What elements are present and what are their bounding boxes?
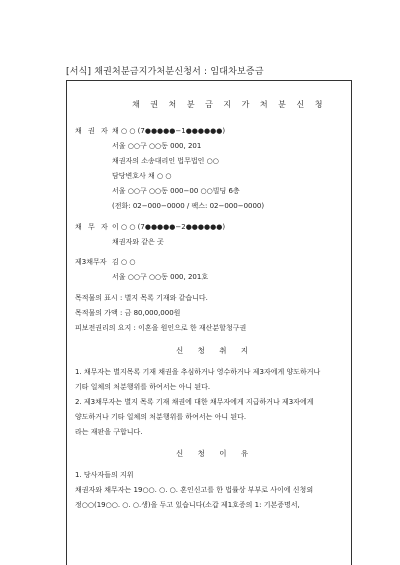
creditor-lawyer: 담당변호사 채 ○ ○ — [112, 172, 172, 180]
document-title: 채 권 처 분 금 지 가 처 분 신 청 — [132, 100, 327, 109]
third-debtor-name: 김 ○ ○ — [112, 258, 136, 266]
reason-line: 정○○(19○○. ○. ○.생)을 두고 있습니다(소갑 제1호증의 1: 기본증명서, — [75, 501, 300, 509]
third-debtor-address: 서울 ○○구 ○○동 000, 201호 — [112, 273, 209, 281]
reason-line: 1. 당사자들의 지위 — [75, 471, 134, 479]
third-debtor-label: 제3채무자 — [75, 258, 107, 266]
debtor-name: 이 ○ ○ (7●●●●●−2●●●●●●) — [112, 223, 226, 231]
document-header: [서식] 채권처분금지가처분신청서 : 임대차보증금 — [66, 67, 264, 77]
purpose-line: 라는 재판을 구합니다. — [75, 428, 143, 436]
object-value: 목적물의 가액 : 금 80,000,000원 — [75, 309, 181, 317]
agent-address: 서울 ○○구 ○○동 000−00 ○○빌딩 6층 — [112, 187, 240, 195]
debtor-label: 채 무 자 — [75, 223, 110, 231]
creditor-agent: 채권자의 소송대리인 법무법인 ○○ — [112, 157, 219, 165]
purpose-line: 2. 제3채무자는 별지 목록 기재 채권에 대한 채무자에게 지급하거나 제3자에게 — [75, 398, 314, 406]
purpose-line: 기타 일체의 처분행위를 하여서는 아니 된다. — [75, 383, 211, 391]
debtor-address: 채권자와 같은 곳 — [112, 238, 164, 246]
creditor-address: 서울 ○○구 ○○동 000, 201 — [112, 142, 202, 150]
object-description: 목적물의 표시 : 별지 목록 기재와 같습니다. — [75, 294, 208, 302]
secured-right: 피보전권리의 요지 : 이혼을 원인으로 한 재산분할청구권 — [75, 324, 247, 332]
purpose-line: 양도하거나 기타 일체의 처분행위를 하여서는 아니 된다. — [75, 413, 247, 421]
purpose-title: 신 청 취 지 — [176, 346, 255, 355]
reason-line: 채권자와 채무자는 19○○. ○. ○. 혼인신고를 한 법률상 부부로 사이에 신청외 — [75, 486, 314, 494]
reason-title: 신 청 이 유 — [176, 449, 255, 458]
purpose-line: 1. 채무자는 별지목록 기재 채권을 추심하거나 영수하거나 제3자에게 양도하거나 — [75, 368, 321, 376]
agent-contact: (전화: 02−000−0000 / 팩스: 02−000−0000) — [112, 202, 265, 210]
creditor-name: 채 ○ ○ (7●●●●●−1●●●●●●) — [112, 127, 226, 135]
creditor-label: 채 권 자 — [75, 127, 110, 135]
